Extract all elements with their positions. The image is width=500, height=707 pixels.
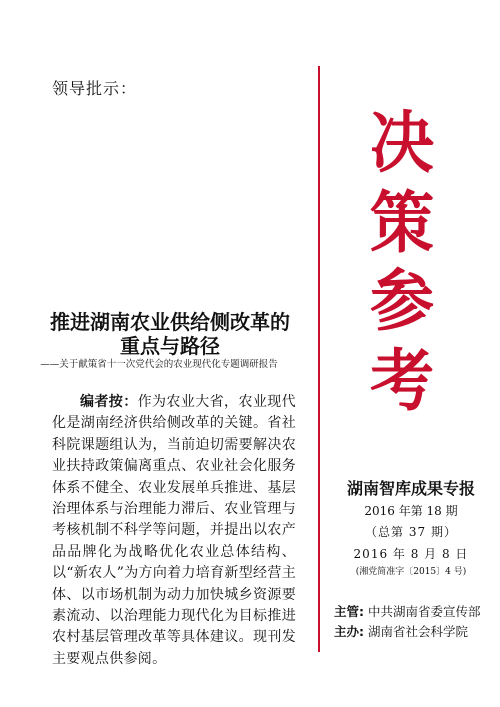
editor-note-text: 作为农业大省，农业现代化是湖南经济供给侧改革的关键。省社科院课题组认为，当前迫切需要解决农业扶持政策偏离重点、农业社会化服务体系不健全、农业发展单兵推进、基层治理体系与治理能力滞后、农业管理与考核机制不科学等问题，并提出以农产品品牌化为战略优化农业总体结构、以“新农人”为方向着力培育新型经营主体、以市场机制为动力加快城乡资源要素流动、以治理能力现代化为目标推进农村基层管理改革等具体建议。现刊发主要观点供参阅。 — [52, 394, 296, 667]
publication-issue: 2016 年第 18 期 — [364, 504, 458, 518]
publication-permit: (湘党简准字〔2015〕4 号) — [355, 567, 467, 577]
sponsor-name: 湖南省社会科学院 — [367, 624, 468, 639]
sponsor-label: 主办: — [334, 624, 364, 639]
vertical-divider — [318, 66, 320, 652]
masthead-char-can: 参 — [370, 263, 434, 341]
editor-note — [52, 392, 296, 670]
masthead-char-ce: 策 — [370, 185, 434, 263]
supervisor-name: 中共湖南省委宣传部 — [367, 604, 481, 619]
publication-name: 湖南智库成果专报 — [346, 479, 475, 498]
supervisor-line — [334, 602, 481, 620]
publication-date: 2016 年 8 月 8 日 — [353, 547, 469, 561]
article-title-line2: 重点与路径 — [120, 334, 220, 358]
sponsor-line — [334, 622, 468, 640]
supervisor-label: 主管: — [334, 604, 364, 619]
article-title-line1: 推进湖南农业供给侧改革的 — [50, 310, 290, 334]
leader-comment-label: 领导批示： — [52, 79, 138, 98]
publication-total-issue: （总第 37 期） — [365, 525, 457, 539]
article-subtitle: ——关于献策省十一次党代会的农业现代化专题调研报告 — [40, 359, 278, 370]
masthead-char-kao: 考 — [370, 343, 434, 421]
editor-note-label: 编者按： — [80, 394, 138, 410]
masthead-char-jue: 决 — [370, 105, 434, 183]
